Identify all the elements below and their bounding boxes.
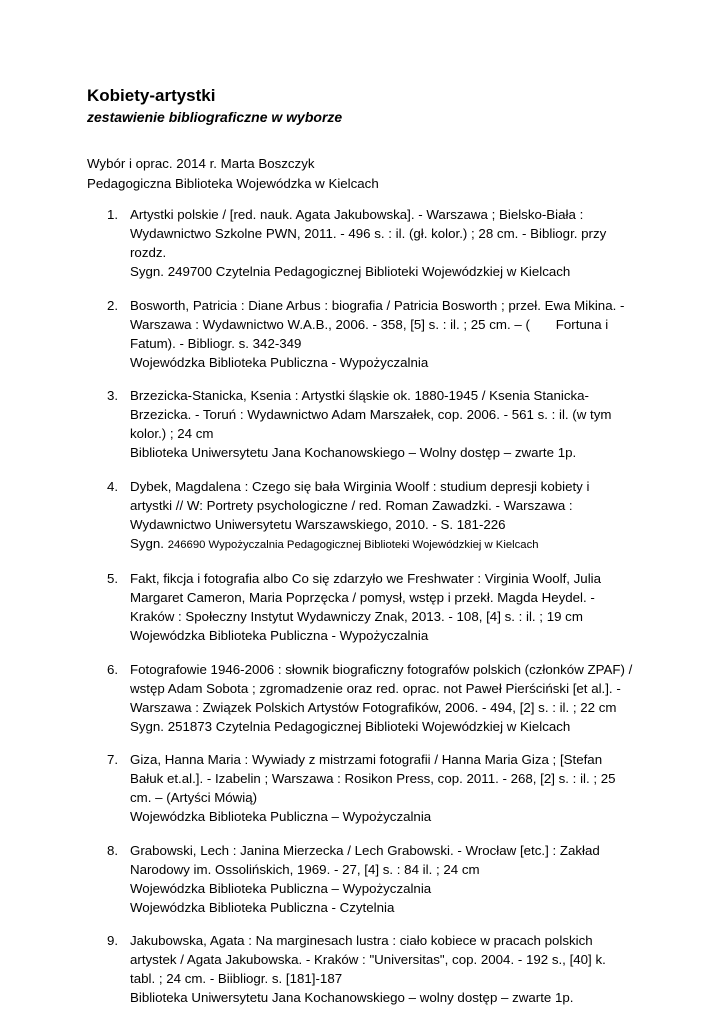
document-subtitle: zestawienie bibliograficzne w wyborze [87,109,343,125]
entry-location: Biblioteka Uniwersytetu Jana Kochanowskiego – Wolny dostęp – zwarte 1p. [130,445,577,460]
entry-line: Bosworth, Patricia : Diane Arbus : biografia / Patricia Bosworth ; przeł. Ewa Mikina. - [130,297,625,313]
bibliography-entry [87,569,647,645]
entry-line: Bałuk et.al.]. - Izabelin ; Warszawa : Rosikon Press, cop. 2011. - 268, [2] s. : il. ; 25 [130,771,616,786]
entry-number: 4. [107,478,119,494]
entry-line: Wydawnictwo Szkolne PWN, 2011. - 496 s. : il. (gł. kolor.) ; 28 cm. - Bibliogr. przy [130,226,607,241]
entry-location: Wojewódzka Biblioteka Publiczna – Wypożyczalnia [130,809,432,824]
entry-number: 8. [107,842,119,858]
entry-location: Wojewódzka Biblioteka Publiczna - Wypożyczalnia [130,354,429,370]
entry-location: Wojewódzka Biblioteka Publiczna - Czytelnia [130,899,395,915]
bibliography-entry [87,841,647,917]
entry-location [130,534,647,555]
entry-location-prefix: Sygn. [130,535,168,551]
bibliography-entry [87,931,647,1007]
entry-line: kolor.) ; 24 cm [130,426,214,441]
entry-number: 2. [107,297,119,313]
entry-line: Jakubowska, Agata : Na marginesach lustra : ciało kobiece w pracach polskich [130,933,593,948]
entry-line: Artystki polskie / [red. nauk. Agata Jakubowska]. - Warszawa ; Bielsko-Biała : [130,207,584,222]
entry-location: Biblioteka Uniwersytetu Jana Kochanowskiego – wolny dostęp – zwarte 1p. [130,990,574,1005]
entry-number: 3. [107,388,119,403]
entry-line: Wydawnictwo Uniwersytetu Warszawskiego, 2010. - S. 181-226 [130,516,506,532]
entry-line: Warszawa : Związek Polskich Artystów Fotografików, 2006. - 494, [2] s. : il. ; 22 cm [130,699,617,715]
bibliography-entry [87,205,647,281]
document-title: Kobiety-artystki [87,86,216,105]
entry-line: Narodowy im. Ossolińskich, 1969. - 27, [4] s. : 84 il. ; 24 cm [130,861,480,877]
entry-number: 7. [107,752,119,767]
entry-line: Fakt, fikcja i fotografia albo Co się zdarzyło we Freshwater : Virginia Woolf, Julia [130,571,602,586]
entry-line: Warszawa : Wydawnictwo W.A.B., 2006. - 358, [5] s. : il. ; 25 cm. – ( Fortuna i [130,316,609,332]
bibliography-entry [87,477,647,555]
entry-number: 9. [107,933,119,948]
entry-line: Kraków : Społeczny Instytut Wydawniczy Znak, 2013. - 108, [4] s. : il. ; 19 cm [130,609,583,624]
entry-location: Wojewódzka Biblioteka Publiczna – Wypożyczalnia [130,880,432,896]
entry-location: Wojewódzka Biblioteka Publiczna - Wypożyczalnia [130,628,429,643]
entry-line: tabl. ; 24 cm. - Biibliogr. s. [181]-187 [130,971,343,986]
institution-line: Pedagogiczna Biblioteka Wojewódzka w Kielcach [87,176,379,191]
entry-line: artystek / Agata Jakubowska. - Kraków : "Universitas", cop. 2004. - 192 s., [40] k. [130,952,606,967]
bibliography-entry [87,386,647,462]
entry-line: Margaret Cameron, Maria Poprzęcka / pomysł, wstęp i przekł. Magda Heydel. - [130,590,595,605]
entry-line: wstęp Adam Sobota ; zgromadzenie oraz red. oprac. not Paweł Pierściński [et al.]. - [130,680,621,696]
bibliography-entry [87,296,647,372]
entry-location-detail: 246690 Wypożyczalnia Pedagogicznej Biblioteki Wojewódzkiej w Kielcach [167,538,539,551]
entry-line: Giza, Hanna Maria : Wywiady z mistrzami fotografii / Hanna Maria Giza ; [Stefan [130,752,603,767]
entry-line: cm. – (Artyści Mówią) [130,790,258,805]
entry-number: 6. [107,661,119,677]
entry-line: artystki // W: Portrety psychologiczne / red. Roman Zawadzki. - Warszawa : [130,497,573,513]
entry-line: Brzezicka-Stanicka, Ksenia : Artystki śląskie ok. 1880-1945 / Ksenia Stanicka- [130,388,589,403]
entry-line: Dybek, Magdalena : Czego się bała Wirginia Woolf : studium depresji kobiety i [130,478,590,494]
entry-line: Fotografowie 1946-2006 : słownik biograficzny fotografów polskich (członków ZPAF) / [130,661,633,677]
entry-line: Fatum). - Bibliogr. s. 342-349 [130,335,302,351]
entry-location: Sygn. 249700 Czytelnia Pedagogicznej Biblioteki Wojewódzkiej w Kielcach [130,264,571,279]
entry-line: Grabowski, Lech : Janina Mierzecka / Lech Grabowski. - Wrocław [etc.] : Zakład [130,842,600,858]
entry-line: rozdz. [130,245,167,260]
entry-location: Sygn. 251873 Czytelnia Pedagogicznej Biblioteki Wojewódzkiej w Kielcach [130,718,571,734]
bibliography-entry [87,750,647,826]
document-meta [87,154,379,194]
bibliography-list [87,205,647,1022]
entry-line: Brzezicka. - Toruń : Wydawnictwo Adam Marszałek, cop. 2006. - 561 s. : il. (w tym [130,407,612,422]
entry-number: 1. [107,207,119,222]
entry-number: 5. [107,571,119,586]
bibliography-entry [87,660,647,736]
compiled-by-line: Wybór i oprac. 2014 r. Marta Boszczyk [87,156,315,171]
